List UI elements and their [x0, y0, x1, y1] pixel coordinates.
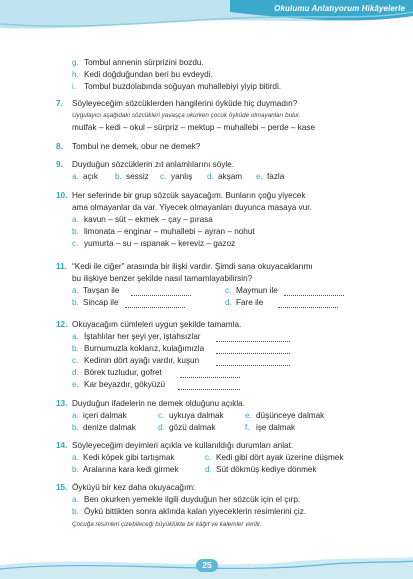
- question-text: Duyduğun ifadelerin ne demek olduğunu açıkla.: [72, 399, 245, 408]
- answer-blank: [278, 299, 338, 308]
- option-letter: c.: [72, 356, 79, 365]
- question-number: 7.: [56, 99, 63, 108]
- option-letter: c.: [160, 172, 167, 181]
- item-text: Burnumuzla koklarız, kulağımızla: [84, 344, 205, 353]
- option-letter: f.: [245, 423, 250, 432]
- page-number: 25: [196, 559, 218, 572]
- item-text: Tombul buzdolabında soğuyan muhallebiyi yiyip bitirdi.: [84, 82, 282, 91]
- item-text: yumurta – su – ıspanak – kereviz – gazoz: [84, 239, 236, 248]
- option-letter: b.: [115, 172, 122, 181]
- option-letter: a.: [72, 453, 79, 462]
- item-text: bu ilişkiye benzer şekilde nasıl tamamlayabilirsin?: [72, 274, 253, 283]
- item-text: limonata – enginar – muhallebi – ayran – nohut: [84, 227, 255, 236]
- option-letter: b.: [72, 344, 79, 353]
- answer-blank: [180, 369, 240, 378]
- item-text: mutfak – kedi – okul – sürpriz – mektup – muhallebi – perde – kase: [72, 123, 316, 132]
- question-number: 8.: [56, 142, 63, 151]
- option-text: fazla: [267, 172, 285, 181]
- option-letter: b.: [72, 227, 79, 236]
- option-letter: e.: [245, 411, 252, 420]
- option-letter: a.: [72, 215, 79, 224]
- option-letter: a.: [72, 332, 79, 341]
- option-letter: g.: [72, 58, 79, 67]
- option-text: Süt dökmüş kediye dönmek: [216, 465, 317, 474]
- item-text: Çocuğa resimleri çizebileceği büyüklükte bir kâğıt ve kalemler verilir.: [72, 521, 262, 528]
- option-letter: h.: [72, 70, 79, 79]
- series-title: Okulumu Anlatıyorum Hikâyelerle: [274, 4, 405, 13]
- option-letter: b.: [72, 423, 79, 432]
- option-letter: d.: [205, 465, 212, 474]
- option-text: uykuya dalmak: [169, 411, 224, 420]
- item-text: Kedinin dört ayağı vardır, kuşun: [84, 356, 200, 365]
- option-letter: a.: [72, 286, 79, 295]
- item-text: kavun – süt – ekmek – çay – pırasa: [84, 215, 213, 224]
- question-text: Tombul ne demek, obur ne demek?: [72, 142, 201, 151]
- option-letter: a.: [72, 172, 79, 181]
- answer-blank: [178, 381, 240, 390]
- option-letter: e.: [72, 380, 79, 389]
- question-number: 11.: [56, 262, 67, 271]
- item-text: Börek tuzludur, gofret: [84, 368, 162, 377]
- answer-blank: [125, 299, 185, 308]
- answer-blank: [216, 333, 290, 342]
- question-number: 15.: [56, 483, 68, 492]
- question-number: 9.: [56, 160, 63, 169]
- option-letter: c.: [205, 453, 212, 462]
- option-text: Kedi gibi dört ayak üzerine düşmek: [216, 453, 344, 462]
- item-text: Uygulayıcı aşağıdaki sözcükleri yavaşça okurken çocuk öyküde olmayanları bulur.: [72, 112, 301, 119]
- option-text: Kedi köpek gibi tartışmak: [83, 453, 175, 462]
- question-text: Öyküyü bir kez daha okuyacağım:: [72, 483, 196, 492]
- option-text: işe dalmak: [256, 423, 296, 432]
- option-text: Aralarına kara kedi girmek: [83, 465, 179, 474]
- question-number: 10.: [56, 191, 68, 200]
- item-text: Tombul annenin sürprizini bozdu.: [84, 58, 204, 67]
- question-text: Söyleyeceğim deyimleri açıkla ve kullanıldığı durumları anlat.: [72, 441, 294, 450]
- option-letter: i.: [72, 82, 77, 91]
- answer-blank: [131, 287, 191, 296]
- question-text: “Kedi ile ciğer” arasında bir ilişki vardır. Şimdi sana okuyacaklarımı: [72, 262, 313, 271]
- option-letter: d.: [72, 368, 79, 377]
- option-letter: d.: [207, 172, 214, 181]
- option-text: Tavşan ile: [83, 286, 120, 295]
- question-number: 12.: [56, 320, 68, 329]
- item-text: Kar beyazdır, gökyüzü: [84, 380, 166, 389]
- option-letter: d.: [225, 298, 232, 307]
- option-text: içeri dalmak: [83, 411, 127, 420]
- answer-blank: [284, 287, 344, 296]
- option-letter: c.: [72, 239, 79, 248]
- option-letter: d.: [158, 423, 165, 432]
- item-text: Ben okurken yemekle ilgili duyduğun her sözcük için el çırp.: [84, 495, 301, 504]
- option-letter: e.: [256, 172, 263, 181]
- option-letter: c.: [158, 411, 165, 420]
- question-text: Duyduğun sözcüklerin zıt anlamlılarını söyle.: [72, 160, 235, 169]
- option-text: akşam: [218, 172, 243, 181]
- option-letter: b.: [72, 507, 79, 516]
- answer-blank: [216, 345, 290, 354]
- option-letter: c.: [225, 286, 232, 295]
- page-header: [0, 0, 413, 38]
- option-text: Sincap ile: [83, 298, 119, 307]
- question-text: Söyleyeceğim sözcüklerden hangilerini öyküde hiç duymadın?: [72, 99, 298, 108]
- option-letter: b.: [72, 465, 79, 474]
- item-text: Öykü bittikten sonra aklında kalan yiyeceklerin resimlerini çiz.: [84, 507, 307, 516]
- option-letter: b.: [72, 298, 79, 307]
- option-letter: a.: [72, 495, 79, 504]
- question-number: 14.: [56, 441, 68, 450]
- question-number: 13.: [56, 399, 68, 408]
- option-text: denize dalmak: [83, 423, 136, 432]
- option-letter: a.: [72, 411, 79, 420]
- option-text: yanlış: [171, 172, 193, 181]
- item-text: İştahlılar her şeyi yer, iştahsızlar: [84, 332, 201, 341]
- option-text: açık: [83, 172, 99, 181]
- answer-blank: [216, 357, 290, 366]
- page-footer: [0, 553, 413, 579]
- question-text: Okuyacağım cümleleri uygun şekilde tamamla.: [72, 320, 242, 329]
- option-text: Maymun ile: [236, 286, 278, 295]
- question-text: Her seferinde bir grup sözcük sayacağım. Bunların çoğu yiyecek: [72, 191, 306, 200]
- option-text: sessiz: [126, 172, 149, 181]
- option-text: gözü dalmak: [169, 423, 216, 432]
- option-text: düşünceye dalmak: [256, 411, 325, 420]
- item-text: Kedi doğduğundan beri bu evdeydi.: [84, 70, 213, 79]
- item-text: ama olmayanlar da var. Yiyecek olmayanları duyunca masaya vur.: [72, 203, 312, 212]
- option-text: Fare ile: [236, 298, 264, 307]
